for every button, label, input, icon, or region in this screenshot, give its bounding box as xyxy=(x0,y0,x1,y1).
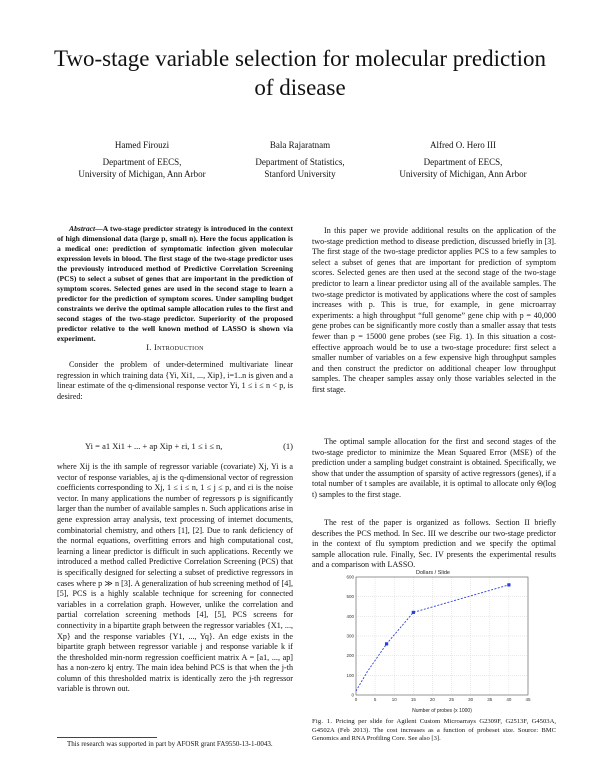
author-block-3 xyxy=(378,139,548,181)
author-name: Bala Rajaratnam xyxy=(269,140,331,150)
figure-label: Fig. 1. xyxy=(312,718,333,725)
intro-paragraph-1 xyxy=(57,360,293,402)
chart-y-tick-label: 600 xyxy=(346,574,354,580)
equation-text: Yi = a1 Xi1 + ... + ap Xip + εi, 1 ≤ i ≤ n, xyxy=(85,441,223,451)
intro-paragraph-2 xyxy=(57,462,293,695)
paper-title xyxy=(30,44,570,102)
author-dept: Department of EECS, xyxy=(102,156,182,167)
chart-grid xyxy=(356,577,528,695)
right-paragraph-2 xyxy=(312,437,556,501)
chart-x-tick-label: 40 xyxy=(506,697,512,702)
chart-x-tick-label: 25 xyxy=(449,697,455,702)
chart-x-tick-label: 15 xyxy=(410,697,416,702)
chart-x-tick-label: 35 xyxy=(487,697,493,702)
chart-data-point xyxy=(507,583,510,586)
author-name: Hamed Firouzi xyxy=(114,140,170,150)
author-dept: Department of EECS, xyxy=(423,156,503,167)
right-paragraph-3 xyxy=(312,518,556,571)
author-institution: University of Michigan, Ann Arbor xyxy=(78,169,206,179)
footnote-rule xyxy=(57,737,157,738)
equation-number: (1) xyxy=(283,441,293,451)
author-institution: University of Michigan, Ann Arbor xyxy=(399,169,527,179)
section-heading-introduction xyxy=(57,343,293,352)
chart-y-tick-label: 0 xyxy=(351,692,354,698)
chart-x-axis-label: Number of probes (x 1000) xyxy=(412,708,472,714)
chart-y-tick-label: 300 xyxy=(346,633,354,639)
chart-x-tick-label: 0 xyxy=(354,697,358,702)
chart-x-tick-label: 45 xyxy=(525,697,531,702)
chart-title: Dollars / Slide xyxy=(416,570,450,576)
footnote: This research was supported in part by AFOSR grant FA9550-13-1-0043. xyxy=(67,740,273,748)
chart-x-tick-label: 10 xyxy=(391,697,397,702)
chart-y-tick-label: 400 xyxy=(346,613,354,619)
chart-x-tick-label: 5 xyxy=(373,697,377,702)
author-name: Alfred O. Hero III xyxy=(430,140,496,150)
figure-1-caption xyxy=(312,718,556,744)
chart-data-point xyxy=(412,611,415,614)
author-institution: Stanford University xyxy=(264,169,336,179)
section-title: Introduction xyxy=(154,343,204,352)
chart-x-tick-label: 30 xyxy=(468,697,474,702)
abstract-text: —A two-stage predictor strategy is introduced in the context of high dimensional data (large p, small n). Here the focus application is a medical one: prediction of symptomatic infection given molecular expression levels in blood. The first stage of the two-stage predictor uses the previously introduced method of Predictive Correlation Screening (PCS) to select a subset of genes that are important in the prediction of symptom scores. Selected genes are used in the second stage to learn a predictor for the prediction of symptom scores. Under sampling budget constraints we derive the optimal sample allocation rules to the first and second stages of the two-stage predictor. Superiority of the proposed predictor relative to the well known method of LASSO is shown via experiment. xyxy=(57,224,293,343)
title-line-1: Two-stage variable selection for molecular prediction xyxy=(53,46,547,71)
chart-y-tick-label: 200 xyxy=(346,653,354,659)
chart-y-tick-label: 100 xyxy=(346,672,354,678)
title-line-2: of disease xyxy=(254,75,346,100)
right-paragraph-1 xyxy=(312,226,556,396)
author-block-2 xyxy=(230,139,370,181)
right-p3-text: The rest of the paper is organized as follows. Section II briefly describes the PCS method. In Sec. III we describe our two-stage predictor in the context of flu symptom prediction and we specify the optimal sample allocation rule. Finally, Sec. IV presents the experimental results and a comparison with LASSO. xyxy=(312,518,556,570)
right-p1-text: In this paper we provide additional results on the application of the two-stage prediction method to disease prediction, discussed briefly in [3]. The first stage of the two-stage predictor applies PCS to a few samples to select a subset of genes that are important for prediction of symptom scores. Selected genes are then used at the second stage of the two-stage predictor to learn a linear predictor using all of the available samples. The two-stage predictor is motivated by applications where the cost of samples increases with p. This is true, for example, in gene microarray experiments: a high throughput “full genome” gene chip with p = 40,000 gene probes can be significantly more costly than a smaller assay that tests fewer than p = 15000 gene probes (see Fig. 1). In this situation a cost-effective approach would be to use a two-stage procedure: first select a smaller number of variables on a few expensive high throughput samples and then construct the predictor on additional cheaper low throughput samples. The cheaper samples assay only those variables selected in the first stage. xyxy=(312,226,556,394)
chart-markers xyxy=(385,583,511,645)
author-dept: Department of Statistics, xyxy=(255,156,345,167)
intro-p1-text: Consider the problem of under-determined multivariate linear regression in which training data {Yi, Xi1, ..., Xip}, i=1..n is given and a linear estimate of the q-dimensional response vector Yi, 1 ≤ i ≤ n < p, is desired: xyxy=(57,360,293,401)
abstract xyxy=(57,224,293,344)
right-p2-text: The optimal sample allocation for the first and second stages of the two-stage predictor to minimize the Mean Squared Error (MSE) of the prediction under a sampling budget constraint is obtained. Specifically, we show that under the assumption of sparsity of active regressors (genes), if a total number of t samples are available, it is optimal to allocate only Θ(log t) samples to the first stage. xyxy=(312,437,556,499)
figure-1-chart xyxy=(328,565,538,715)
chart-data-point xyxy=(385,642,388,645)
abstract-label: Abstract xyxy=(69,224,96,233)
section-number: I. xyxy=(146,343,152,352)
chart-tick-labels xyxy=(346,575,531,703)
chart-x-tick-label: 20 xyxy=(429,697,435,702)
figure-caption-text: Pricing per slide for Agilent Custom Microarrays G2309F, G2513F, G4503A, G4502A (Feb 2013). The cost increases as a function of probeset size. Source: BMC Genomics and RNA Profiling Core. See also [3]. xyxy=(312,718,556,743)
author-block-1 xyxy=(62,139,222,181)
chart-y-tick-label: 500 xyxy=(346,594,354,600)
intro-p2-text: where Xij is the ith sample of regressor variable (covariate) Xj, Yi is a vector of response variables, aj is the q-dimensional vector of regression coefficients corresponding to Xj, 1 ≤ i ≤ n, 1 ≤ j ≤ p, and εi is the noise vector. In many applications the number of regressors p is significantly larger than the number of available samples n. Such applications arise in gene expression array analysis, text processing of internet documents, combinatorial chemistry, and others [1], [2]. Due to rank deficiency of the normal equations, overfitting errors and high computational cost, learning a linear predictor is difficult in such applications. Recently we introduced a method called Predictive Correlation Screening (PCS) that is specifically designed for selecting a subset of predictive regressors in cases where p ≫ n [3]. A generalization of hub screening method of [4], [5], PCS is a highly scalable technique for screening for connected variables in a correlation graph. However, unlike the correlation and partial correlation screening methods [4], [5], PCS screens for connectivity in a bipartite graph between the regressor variables {X1, ..., Xp} and the response variables {Y1, ..., Yq}. An edge exists in the bipartite graph between regressor variable j and response variable k if the thresholded min-norm regression coefficient matrix A = [a1, ..., ap] has a non-zero kj entry. The main idea behind PCS is that when the j-th column of this thresholded matrix is identically zero the j-th regressor variable is thrown out. xyxy=(57,462,293,694)
price-chart-svg xyxy=(328,565,538,715)
